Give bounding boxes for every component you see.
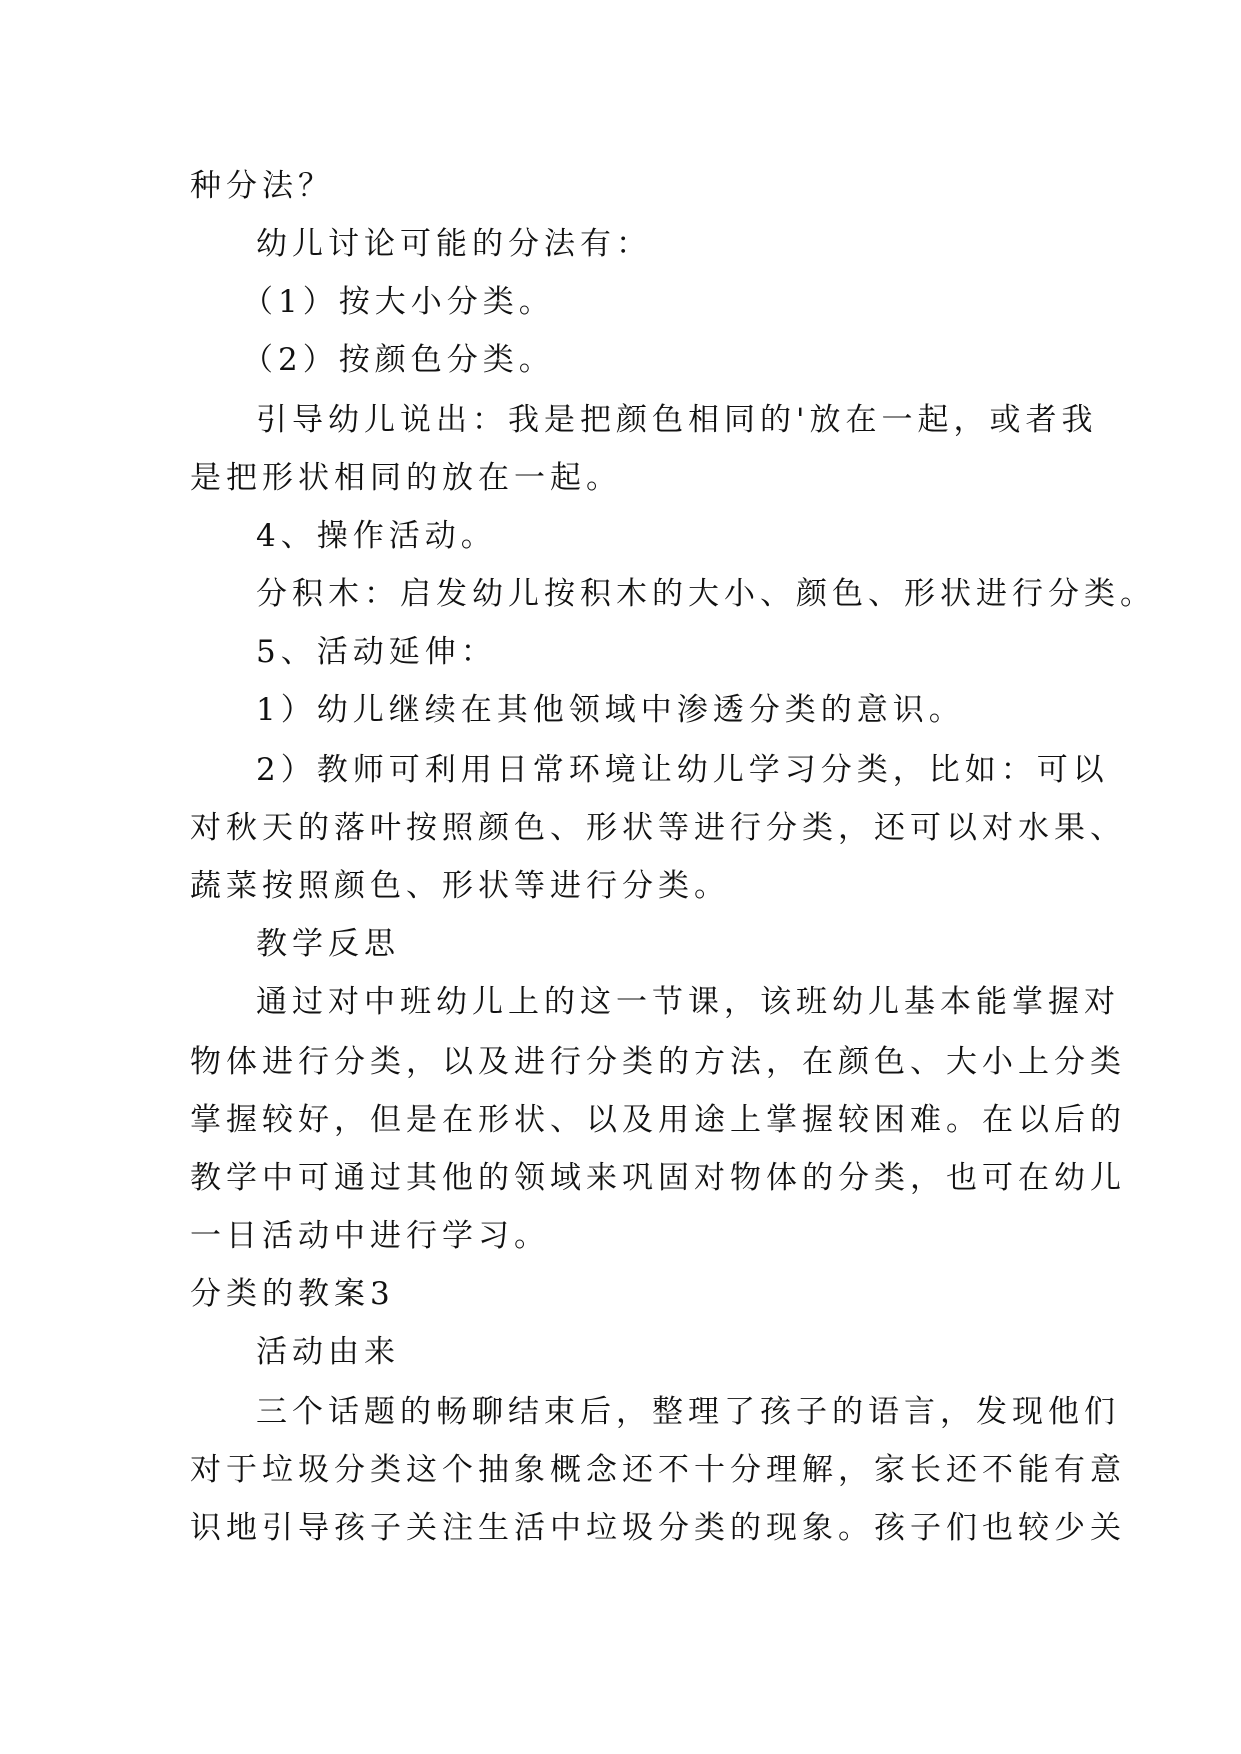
- text-line: 蔬菜按照颜色、形状等进行分类。: [190, 868, 730, 904]
- text-line: 物体进行分类，以及进行分类的方法，在颜色、大小上分类: [190, 1044, 1126, 1080]
- list-item: （2）按颜色分类。: [242, 342, 555, 378]
- text-line: 掌握较好，但是在形状、以及用途上掌握较困难。在以后的: [190, 1102, 1126, 1138]
- section-heading: 4、操作活动。: [256, 518, 497, 554]
- text-line: 1）幼儿继续在其他领域中渗透分类的意识。: [256, 692, 965, 728]
- text-line: 种分法？: [190, 168, 334, 204]
- text-line: 教学中可通过其他的领域来巩固对物体的分类，也可在幼儿: [190, 1160, 1126, 1196]
- text-line: 识地引导孩子关注生活中垃圾分类的现象。孩子们也较少关: [190, 1510, 1126, 1546]
- text-line: 对于垃圾分类这个抽象概念还不十分理解，家长还不能有意: [190, 1452, 1126, 1488]
- text-line: 对秋天的落叶按照颜色、形状等进行分类，还可以对水果、: [190, 810, 1126, 846]
- text-line: 三个话题的畅聊结束后，整理了孩子的语言，发现他们: [256, 1394, 1120, 1430]
- document-title: 分类的教案3: [190, 1276, 395, 1312]
- text-line: 是把形状相同的放在一起。: [190, 460, 622, 496]
- text-line: 分积木：启发幼儿按积木的大小、颜色、形状进行分类。: [256, 576, 1156, 612]
- section-heading: 教学反思: [256, 926, 400, 962]
- section-heading: 活动由来: [256, 1334, 400, 1370]
- text-line: 幼儿讨论可能的分法有：: [256, 226, 652, 262]
- section-heading: 5、活动延伸：: [256, 634, 497, 670]
- text-line: 一日活动中进行学习。: [190, 1218, 550, 1254]
- text-line: 2）教师可利用日常环境让幼儿学习分类，比如：可以: [256, 752, 1109, 788]
- text-line: 通过对中班幼儿上的这一节课，该班幼儿基本能掌握对: [256, 984, 1120, 1020]
- text-line: 引导幼儿说出：我是把颜色相同的'放在一起，或者我: [256, 402, 1098, 438]
- list-item: （1）按大小分类。: [242, 284, 555, 320]
